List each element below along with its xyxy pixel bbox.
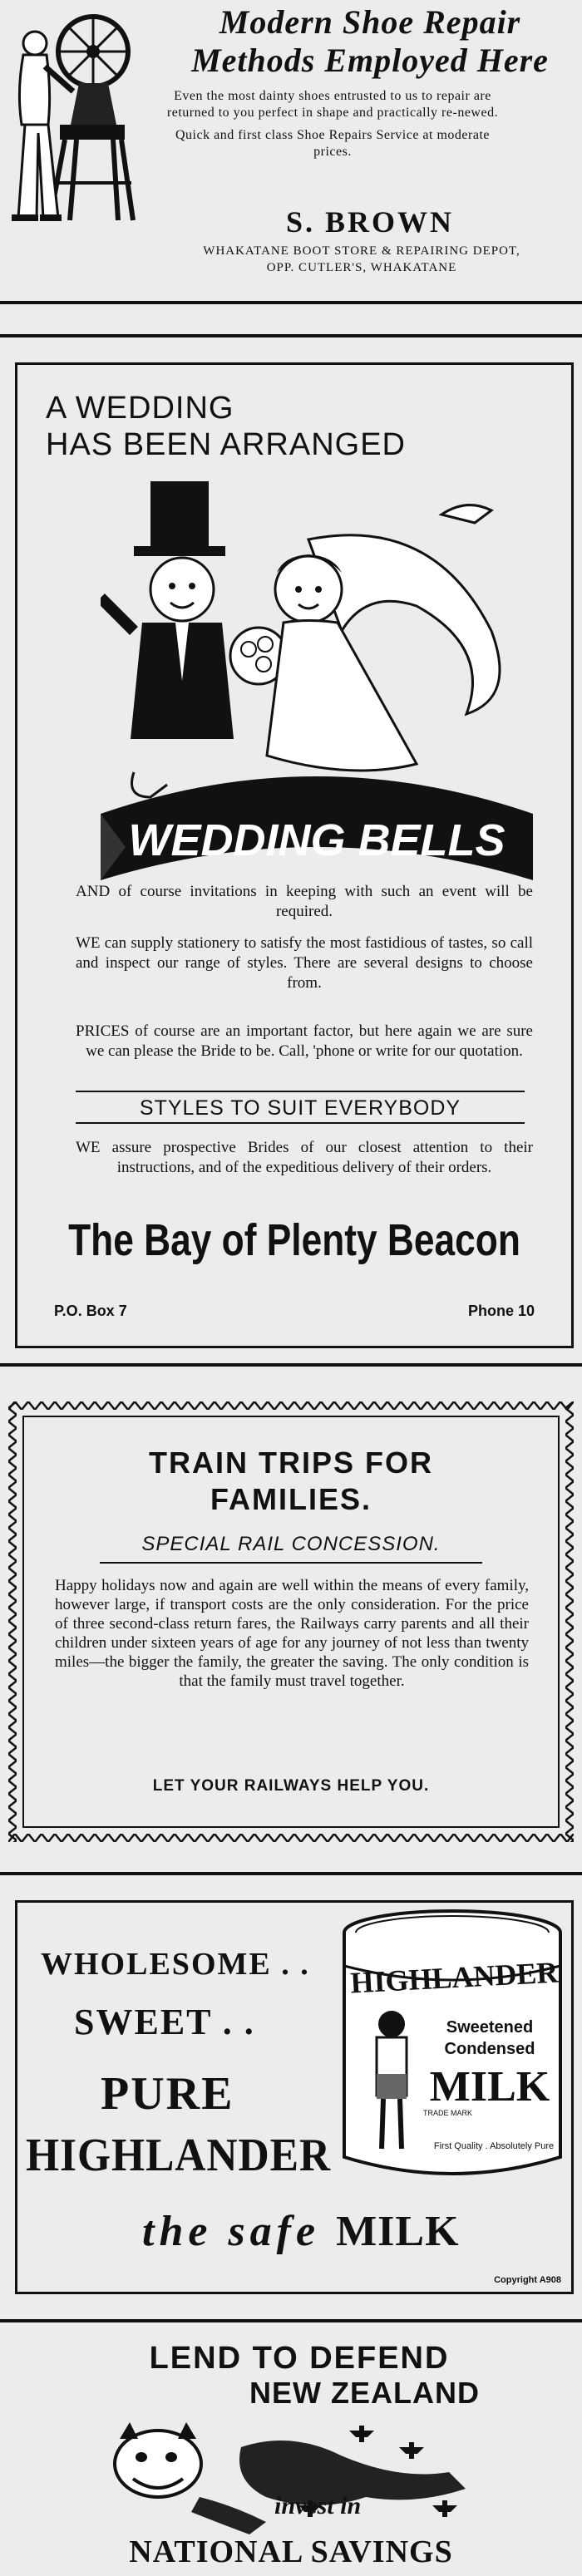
milk-line-pure: PURE <box>101 2068 234 2120</box>
wedding-banner-text: WEDDING BELLS <box>128 815 506 865</box>
divider-rule <box>0 2319 582 2322</box>
shoe-body <box>166 88 499 166</box>
wedding-couple-illustration <box>101 465 533 930</box>
milk-can-illustration <box>340 1908 565 2190</box>
train-title <box>42 1445 540 1518</box>
train-cta: LET YOUR RAILWAYS HELP YOU. <box>152 1777 430 1795</box>
wedding-closing: WE assure prospective Brides of our closest attention to their instructions, and of the expeditious delivery of their orders. <box>76 1139 533 1176</box>
wedding-para-1: AND of course invitations in keeping with such an event will be required. <box>76 883 533 920</box>
highlander-milk-ad <box>15 1900 574 2294</box>
milk-line-milk: MILK <box>336 2208 460 2255</box>
national-savings-ad <box>0 2334 582 2576</box>
can-trademark: TRADE MARK <box>423 2109 473 2117</box>
shoe-address-line-1: WHAKATANE BOOT STORE & REPAIRING DEPOT, <box>203 244 520 258</box>
beacon-publisher-name: The Bay of Plenty Beacon <box>68 1215 520 1265</box>
milk-line-highlander: HIGHLANDER <box>26 2130 332 2181</box>
wedding-title-line-2: HAS BEEN ARRANGED <box>46 427 406 462</box>
beacon-phone: Phone 10 <box>467 1303 535 1319</box>
divider-rule <box>0 1363 582 1367</box>
shoe-address-line-2: OPP. CUTLER'S, WHAKATANE <box>266 261 457 274</box>
train-title-line-1: TRAIN TRIPS FOR <box>149 1446 433 1480</box>
shoe-headline-line-1: Modern Shoe Repair <box>219 3 521 41</box>
shoe-body-para-2: Quick and first class Shoe Repairs Service at moderate prices. <box>175 128 490 159</box>
savings-line-nz: NEW ZEALAND <box>249 2376 480 2410</box>
can-condensed: Condensed <box>444 2040 535 2058</box>
cobbler-machine-illustration <box>0 0 146 229</box>
shoe-address <box>141 243 582 276</box>
train-separator <box>100 1562 482 1564</box>
shoe-body-para-1: Even the most dainty shoes entrusted to us to repair are returned to you perfect in shape and practically re-newed. <box>166 89 499 120</box>
milk-line-wholesome: WHOLESOME . . <box>41 1947 310 1982</box>
savings-line-lend: LEND TO DEFEND <box>149 2341 450 2376</box>
shoe-business-name: S. BROWN <box>285 205 455 239</box>
train-body: Happy holidays now and again are well within the means of every family, however large, if transport costs are the only consideration. For the price of three second-class return fares, the Railways carry parents and all their children under sixteen years of age for any journey of not less than twenty miles—the bigger the family, the greater the saving. The only condition is that the family must travel together. <box>55 1577 529 1690</box>
milk-line-safe: the safe <box>142 2208 321 2255</box>
train-title-line-2: FAMILIES. <box>210 1482 372 1516</box>
shoe-headline <box>158 3 582 80</box>
can-sweetened: Sweetened <box>446 2018 534 2037</box>
train-subtitle: SPECIAL RAIL CONCESSION. <box>141 1533 441 1555</box>
wedding-title-line-1: A WEDDING <box>46 391 234 426</box>
shoe-repair-ad <box>0 0 582 299</box>
wedding-styles-heading: STYLES TO SUIT EVERYBODY <box>76 1091 525 1124</box>
wedding-title <box>46 390 478 463</box>
milk-line-safe-milk <box>142 2207 460 2256</box>
wedding-para-2: WE can supply stationery to satisfy the most fastidious of tastes, so call and inspect our range of styles. There are several designs to choose from. <box>76 934 533 992</box>
milk-copyright: Copyright A908 <box>494 2275 561 2285</box>
wedding-stationery-ad <box>15 362 574 1348</box>
train-trips-ad <box>8 1401 574 1842</box>
shoe-headline-line-2: Methods Employed Here <box>191 42 549 79</box>
wedding-para-3: PRICES of course are an important factor, but here again we are sure we can please the Bride to be. Call, 'phone or write for our quotation. <box>76 1022 533 1060</box>
divider-rule <box>0 301 582 304</box>
savings-line-national: NATIONAL SAVINGS <box>129 2534 453 2569</box>
can-milk: MILK <box>429 2063 550 2111</box>
milk-line-sweet: SWEET . . <box>74 2002 255 2042</box>
savings-line-invest: invest in <box>274 2492 362 2519</box>
divider-rule <box>0 1872 582 1875</box>
beacon-po-box: P.O. Box 7 <box>54 1303 127 1319</box>
can-brand: HIGHLANDER <box>349 1955 560 2000</box>
divider-rule <box>0 334 582 337</box>
can-first-quality: First Quality . Absolutely Pure <box>433 2141 555 2151</box>
